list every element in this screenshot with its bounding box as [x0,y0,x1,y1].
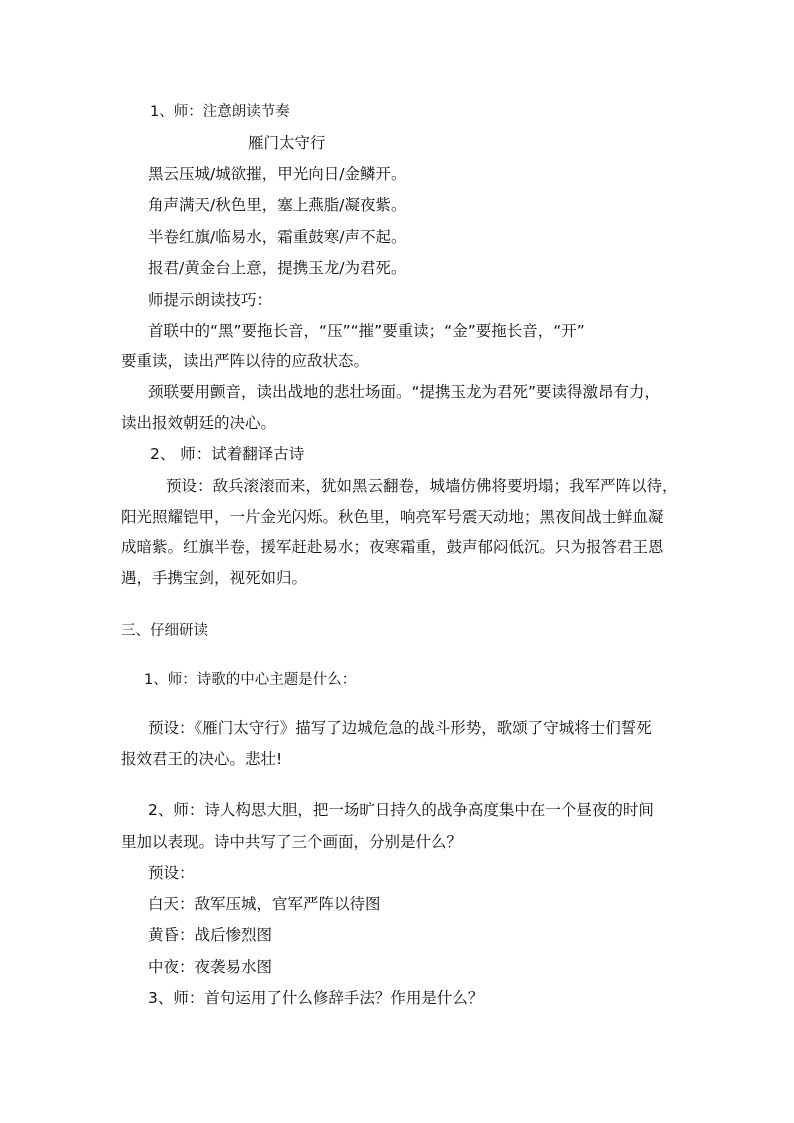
tip-paragraph-2-line-1: 颈联要用颤音，读出战地的悲壮场面。“提携玉龙为君死”要读得激昂有力， [148,383,661,401]
answer-1-line-2: 报效君王的决心。悲壮! [121,750,283,768]
translation-line-1: 预设：敌兵滚滚而来，犹如黑云翻卷，城墙仿佛将要坍塌；我军严阵以待， [166,477,678,495]
poem-line-1: 黑云压城/城欲摧，甲光向日/金鳞开。 [148,165,407,183]
poem-line-2: 角声满天/秋色里，塞上燕脂/凝夜紫。 [148,196,407,214]
tip-paragraph-1-line-2: 要重读，读出严阵以待的应敌状态。 [121,352,370,370]
tip-paragraph-2-line-2: 读出报效朝廷的决心。 [121,414,277,432]
translation-line-2: 阳光照耀铠甲，一片金光闪烁。秋色里，响亮军号震天动地；黑夜间战士鲜血凝 [121,508,664,526]
section-3-heading: 三、仔细研读 [121,623,208,639]
translation-line-3: 成暗紫。红旗半卷，援军赶赴易水；夜寒霜重，鼓声郁闷低沉。只为报答君王恩 [121,538,664,556]
question-2-line-1: 2、师：诗人构思大胆，把一场旷日持久的战争高度集中在一个昼夜的时间 [148,801,654,819]
tip-paragraph-1-line-1: 首联中的“黑”要拖长音，“压”“摧”要重读；“金”要拖长音，“开” [148,322,585,340]
poem-line-3: 半卷红旗/临易水，霜重鼓寒/声不起。 [148,228,407,246]
step-1-reading-rhythm: 1、师：注意朗读节奏 [150,104,290,120]
answer-2-scene-night: 中夜：夜袭易水图 [148,958,273,976]
answer-2-label: 预设： [148,864,195,882]
reading-tips-heading: 师提示朗读技巧： [148,291,273,309]
answer-2-scene-dusk: 黄昏：战后惨烈图 [148,926,273,944]
answer-2-scene-day: 白天：敌军压城，官军严阵以待图 [148,895,381,913]
step-2-translate: 2、 师：试着翻译古诗 [150,445,305,463]
answer-1-line-1: 预设：《雁门太守行》描写了边城危急的战斗形势，歌颂了守城将士们誓死 [148,719,652,737]
question-2-line-2: 里加以表现。诗中共写了三个画面，分别是什么？ [121,833,463,851]
question-3: 3、师：首句运用了什么修辞手法？作用是什么？ [148,989,484,1007]
poem-title: 雁门太守行 [248,134,326,152]
question-1: 1、师：诗歌的中心主题是什么： [144,672,357,688]
translation-line-4: 遇，手携宝剑，视死如归。 [121,569,308,587]
poem-line-4: 报君/黄金台上意，提携玉龙/为君死。 [148,259,407,277]
